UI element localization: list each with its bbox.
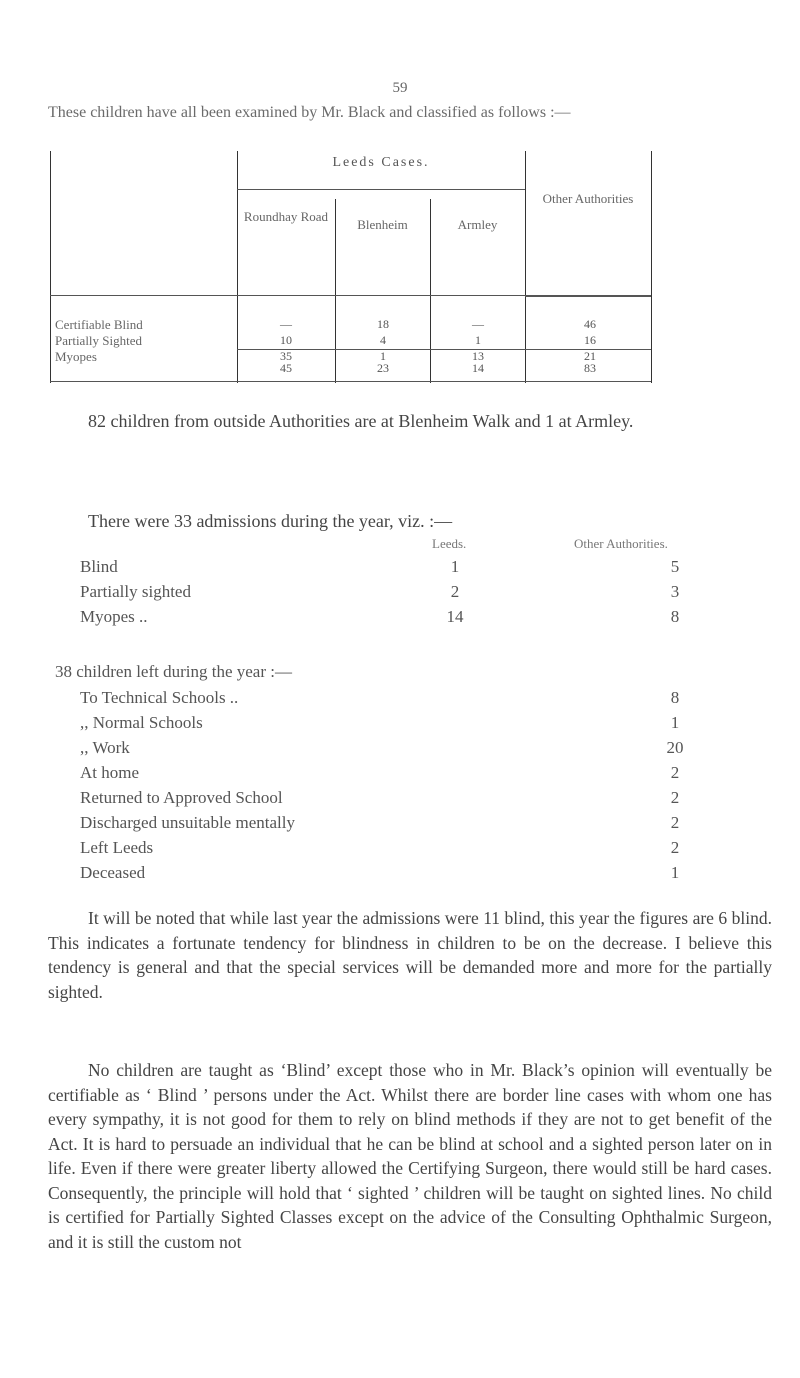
admission-label: Blind bbox=[80, 557, 118, 576]
total-armley: 14 bbox=[472, 361, 484, 375]
left-label: Left Leeds bbox=[80, 838, 154, 857]
paragraph-admissions-trend: It will be noted that while last year the admissions were 11 blind, this year the figures are 6 blind. This indicates a fortunate tendency for blindness in children to be on the decrease. I believe this tendency is general and that the special services will be demanded more and more for the partially sighted. bbox=[48, 908, 772, 1002]
left-label: To Technical Schools .. bbox=[80, 688, 239, 707]
cell-roundhay-0: — bbox=[280, 317, 292, 331]
cell-armley-1: 1 bbox=[475, 333, 481, 347]
left-row bbox=[80, 763, 720, 785]
admission-other: 3 bbox=[670, 582, 680, 601]
left-value: 2 bbox=[670, 813, 680, 832]
left-label: ,, Normal Schools bbox=[80, 713, 203, 732]
intro-text: These children have all been examined by Mr. Black and classified as follows :— bbox=[48, 104, 571, 121]
cell-blenheim-0: 18 bbox=[377, 317, 389, 331]
admission-leeds: 14 bbox=[446, 607, 464, 626]
left-value: 8 bbox=[670, 688, 680, 707]
cell-roundhay-2: 35 bbox=[280, 349, 292, 363]
left-row bbox=[80, 688, 720, 710]
left-value: 2 bbox=[670, 838, 680, 857]
admission-other: 5 bbox=[670, 557, 680, 576]
left-row bbox=[80, 863, 720, 885]
cell-armley-0: — bbox=[472, 317, 484, 331]
total-blenheim: 23 bbox=[377, 361, 389, 375]
outside-authorities-note: 82 children from outside Authorities are at Blenheim Walk and 1 at Armley. bbox=[88, 411, 634, 431]
admission-row bbox=[80, 582, 720, 604]
header-other-authorities: Other Authorities bbox=[542, 191, 634, 206]
cell-other-2: 21 bbox=[584, 349, 596, 363]
header-roundhay: Roundhay Road bbox=[243, 209, 329, 224]
left-row bbox=[80, 738, 720, 760]
cell-roundhay-1: 10 bbox=[280, 333, 292, 347]
admission-leeds: 2 bbox=[450, 582, 460, 601]
page-number: 59 bbox=[392, 80, 408, 96]
left-value: 2 bbox=[670, 763, 680, 782]
admission-label: Partially sighted bbox=[80, 582, 191, 601]
left-value: 2 bbox=[670, 788, 680, 807]
cell-other-1: 16 bbox=[584, 333, 596, 347]
paragraph-blind-teaching: No children are taught as ‘Blind’ except those who in Mr. Black’s opinion will eventually be certifiable as ‘ Blind ’ persons under the Act. Whilst there are border line cases with whom one has every sympathy, it is not good for them to rely on blind methods if they are not to get benefit of the Act. It is hard to persuade an individual that he can be blind at school and a sighted person later on in life. Even if there were greater liberty allowed the Certifying Surgeon, there would still be hard cases. Consequently, the principle will hold that ‘ sighted ’ children will be taught on sighted lines. No child is certified for Partially Sighted Classes except on the advice of the Consulting Ophthalmic Surgeon, and it is still the custom not bbox=[48, 1060, 772, 1252]
admission-row bbox=[80, 557, 720, 579]
cell-blenheim-1: 4 bbox=[380, 333, 386, 347]
cell-armley-2: 13 bbox=[472, 349, 484, 363]
left-heading: 38 children left during the year :— bbox=[55, 662, 292, 681]
admissions-heading: There were 33 admissions during the year, viz. :— bbox=[88, 511, 453, 531]
row-label-myopes: Myopes bbox=[55, 349, 97, 364]
admissions-col-leeds: Leeds. bbox=[432, 536, 467, 551]
row-label-certifiable: Certifiable Blind bbox=[55, 317, 143, 332]
admission-label: Myopes .. bbox=[80, 607, 148, 626]
left-value: 1 bbox=[670, 863, 680, 882]
leeds-cases-heading: Leeds Cases. bbox=[332, 155, 430, 170]
row-label-partially: Partially Sighted bbox=[55, 333, 143, 348]
total-other: 83 bbox=[584, 361, 596, 375]
left-value: 20 bbox=[666, 738, 684, 757]
admission-leeds: 1 bbox=[450, 557, 460, 576]
left-label: Discharged unsuitable mentally bbox=[80, 813, 295, 832]
left-row bbox=[80, 813, 720, 835]
left-row bbox=[80, 838, 720, 860]
admission-other: 8 bbox=[670, 607, 680, 626]
left-label: Deceased bbox=[80, 863, 146, 882]
admission-row bbox=[80, 607, 720, 629]
left-value: 1 bbox=[670, 713, 680, 732]
total-roundhay: 45 bbox=[280, 361, 292, 375]
cell-other-0: 46 bbox=[584, 317, 596, 331]
left-row bbox=[80, 788, 720, 810]
classification-table bbox=[50, 151, 764, 383]
left-label: Returned to Approved School bbox=[80, 788, 283, 807]
header-blenheim: Blenheim bbox=[357, 217, 408, 232]
left-label: ,, Work bbox=[80, 738, 130, 757]
header-armley: Armley bbox=[457, 217, 498, 232]
cell-blenheim-2: 1 bbox=[380, 349, 386, 363]
left-row bbox=[80, 713, 720, 735]
left-label: At home bbox=[80, 763, 140, 782]
admissions-col-other: Other Authorities. bbox=[574, 536, 668, 551]
